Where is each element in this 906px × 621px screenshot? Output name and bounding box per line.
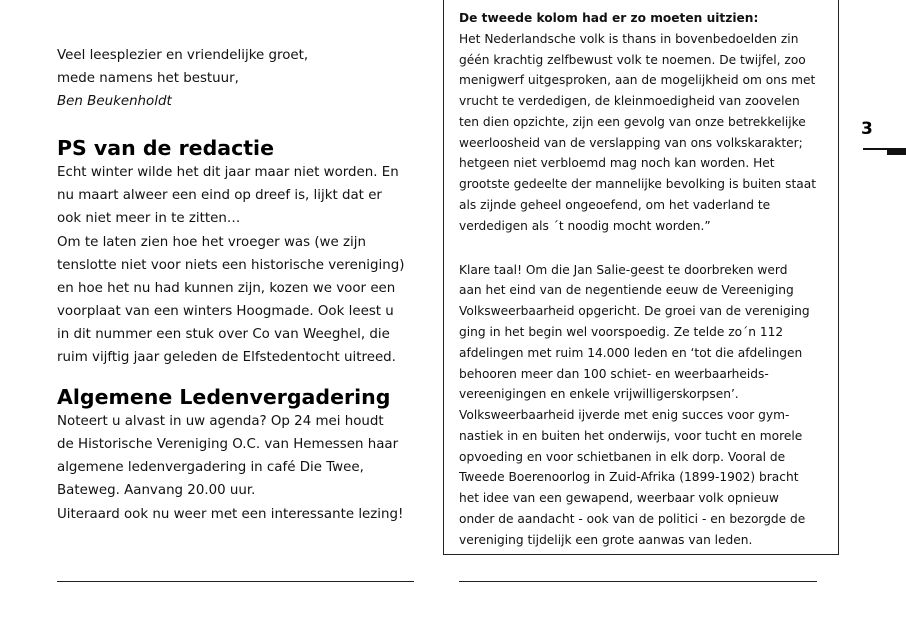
- quote-line: Het Nederlandsche volk is thans in bovenbedoelden zin: [459, 31, 799, 46]
- page-marker: [863, 148, 906, 154]
- alv-line: Uiteraard ook nu weer met een interessante lezing!: [57, 506, 404, 522]
- history-line: opvoeding en voor schietbanen in elk dorp. Vooral de: [459, 449, 786, 464]
- quote-line: verdedigen als ´t noodig mocht worden.”: [459, 218, 711, 233]
- history-line: het idee van een gewapend, weerbaar volk opnieuw: [459, 491, 779, 506]
- quote-box-heading: De tweede kolom had er zo moeten uitzien:: [459, 11, 759, 25]
- ps-line: tenslotte niet voor niets een historische vereniging): [57, 257, 405, 273]
- history-line: ging in het begin wel voorspoedig. Ze telde zo´n 112: [459, 324, 784, 339]
- page-marker-bar: [887, 148, 906, 155]
- quote-box-content: [459, 8, 816, 551]
- closing-line: mede namens het bestuur,: [57, 71, 239, 87]
- alv-line: Bateweg. Aanvang 20.00 uur.: [57, 483, 256, 499]
- alv-line: de Historische Vereniging O.C. van Hemessen haar: [57, 437, 399, 453]
- history-line: Tweede Boerenoorlog in Zuid-Afrika (1899-1902) bracht: [459, 470, 799, 485]
- page-marker-line: [863, 148, 887, 150]
- quote-line: als zijnde geheel ongeoefend, om het vaderland te: [459, 198, 771, 213]
- quote-line: grootste gedeelte der mannelijke bevolking is buiten staat: [459, 177, 816, 192]
- history-line: behooren meer dan 100 schiet- en weerbaarheids-: [459, 366, 769, 381]
- history-paragraph: [459, 260, 816, 551]
- ps-line: Om te laten zien hoe het vroeger was (we zijn: [57, 234, 366, 250]
- quote-line: vrucht te verdedigen, de kleinmoedigheid van zoovelen: [459, 94, 800, 109]
- history-line: afdelingen met ruim 14.000 leden en ‘tot die afdelingen: [459, 345, 803, 360]
- alv-line: Noteert u alvast in uw agenda? Op 24 mei houdt: [57, 414, 384, 430]
- closing-line: Veel leesplezier en vriendelijke groet,: [57, 48, 309, 63]
- ps-line: nu maart alweer een eind op dreef is, lijkt dat er: [57, 188, 382, 204]
- history-line: vereenigingen en enkele vrijwilligerskorpsen’.: [459, 387, 739, 402]
- quote-line: weerloosheid van de verslapping van ons volkskarakter;: [459, 135, 803, 150]
- alv-heading: Algemene Ledenvergadering: [57, 385, 391, 410]
- closing-greeting: [57, 44, 419, 113]
- ps-heading: PS van de redactie: [57, 136, 274, 161]
- ps-line: en hoe het nu had kunnen zijn, kozen we voor een: [57, 280, 396, 296]
- left-footer-rule: [57, 581, 414, 582]
- right-footer-rule: [459, 581, 817, 582]
- quote-line: menigwerf uitgesproken, aan de mogelijkheid om ons met: [459, 73, 816, 88]
- alv-line: algemene ledenvergadering in café Die Twee,: [57, 460, 364, 476]
- history-line: aan het eind van de negentiende eeuw de Vereeniging: [459, 283, 794, 298]
- quote-paragraph: [459, 29, 816, 237]
- ps-line: Echt winter wilde het dit jaar maar niet worden. En: [57, 165, 399, 181]
- page-number: 3: [861, 119, 873, 139]
- paragraph-spacer: [459, 237, 816, 260]
- history-line: nastiek in en buiten het onderwijs, voor tucht en morele: [459, 428, 803, 443]
- history-line: Klare taal! Om die Jan Salie-geest te doorbreken werd: [459, 262, 788, 277]
- ps-line: ruim vijftig jaar geleden de Elfstedentocht uitreed.: [57, 350, 396, 366]
- history-line: vereniging tijdelijk een grote aanwas van leden.: [459, 532, 753, 547]
- alv-paragraph: [57, 410, 419, 525]
- ps-paragraph: [57, 161, 419, 369]
- quote-line: géén krachtig zelfbewust volk te noemen. De twijfel, zoo: [459, 52, 806, 67]
- ps-line: in dit nummer een stuk over Co van Weeghel, die: [57, 326, 390, 342]
- history-line: onder de aandacht - ook van de politici - en bezorgde de: [459, 511, 806, 526]
- ps-line: ook niet meer in te zitten…: [57, 211, 241, 227]
- left-column: [57, 44, 419, 526]
- history-line: Volksweerbaarheid ijverde met enig succes voor gym-: [459, 408, 790, 423]
- ps-line: voorplaat van een winters Hoogmade. Ook leest u: [57, 303, 394, 319]
- history-line: Volksweerbaarheid opgericht. De groei van de vereniging: [459, 304, 810, 319]
- quote-box: [443, 0, 839, 555]
- signature: Ben Beukenholdt: [57, 94, 172, 110]
- quote-line: ten dien opzichte, zijn een gevolg van onze betrekkelijke: [459, 114, 806, 129]
- quote-line: hetgeen niet verbloemd mag noch kan worden. Het: [459, 156, 775, 171]
